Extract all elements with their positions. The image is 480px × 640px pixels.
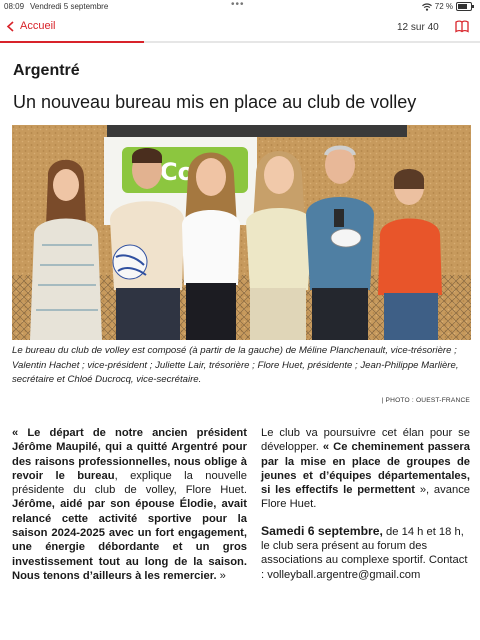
reading-progress-fill — [0, 41, 144, 43]
photo-credit: | PHOTO : OUEST-FRANCE — [381, 397, 470, 404]
event-date: Samedi 6 septembre, — [261, 523, 383, 538]
quote-continuation: Jérôme, aidé par son épouse Élodie, avait relancé cette activité sportive pour la saison 2024-2025 avec un fort engagement, une énergie débordante et un gros investissement tout au long de la saison. Nous tenons d’ailleurs à les remercier. — [12, 498, 247, 582]
status-bar — [0, 0, 480, 14]
battery-icon — [456, 2, 472, 11]
article-body-column-1 — [12, 426, 247, 583]
article-kicker: Argentré — [13, 62, 80, 79]
forum-details: de 14 h et 18 h, le club sera présent au forum des associations au complexe sportif. Contact : — [261, 525, 468, 581]
person-3 — [182, 153, 240, 341]
multitasking-dots-icon[interactable]: ••• — [231, 0, 245, 10]
person-4 — [246, 151, 312, 340]
development-quote: « Ce cheminement passera par la mise en place de groupes de jeunes et d’équipes départementales, si les effectifs le permettent — [261, 441, 470, 497]
back-label: Accueil — [20, 20, 56, 32]
reader-nav-bar — [0, 14, 480, 42]
paragraph-development — [261, 426, 470, 512]
back-button[interactable] — [6, 20, 55, 32]
reading-progress-bar — [0, 41, 480, 43]
chevron-left-icon — [6, 21, 15, 32]
status-date: Vendredi 5 septembre — [30, 2, 109, 11]
quote-intro: « Le départ de notre ancien président Jérôme Maupilé, qui a quitté Argentré pour des raisons professionnelles, nous oblige à revoir le bureau — [12, 427, 247, 482]
article-photo — [12, 125, 471, 340]
photo-caption: Le bureau du club de volley est composé (à partir de la gauche) de Méline Planchenault, vice-trésorière ; Valentin Hachet ; vice-président ; Juliette Lair, trésorière ; Flore Huet, présidente ; Jean-Philippe Marlière, secrétaire et Chloé Ducrocq, vice-secrétaire. — [12, 345, 459, 385]
page-indicator: 12 sur 40 — [397, 22, 439, 33]
paragraph-development-lead: Le club va poursuivre cet élan pour se développer. — [261, 427, 470, 454]
article-headline: Un nouveau bureau mis en place au club de volley — [13, 92, 417, 112]
battery-percent: 72 % — [434, 2, 453, 11]
status-right — [422, 2, 472, 11]
open-book-icon[interactable] — [455, 20, 469, 33]
article-body-column-2 — [261, 426, 470, 582]
paragraph-forum — [261, 524, 470, 582]
quote-attribution: , explique la nouvelle présidente du club de volley, Flore Huet. — [12, 469, 247, 497]
status-time: 08:09 — [4, 2, 25, 11]
development-attribution: », avance Flore Huet. — [261, 484, 471, 511]
contact-email: volleyball.argentre@gmail.com — [267, 568, 421, 581]
quote-close: » — [216, 569, 226, 582]
wifi-icon — [422, 3, 432, 11]
